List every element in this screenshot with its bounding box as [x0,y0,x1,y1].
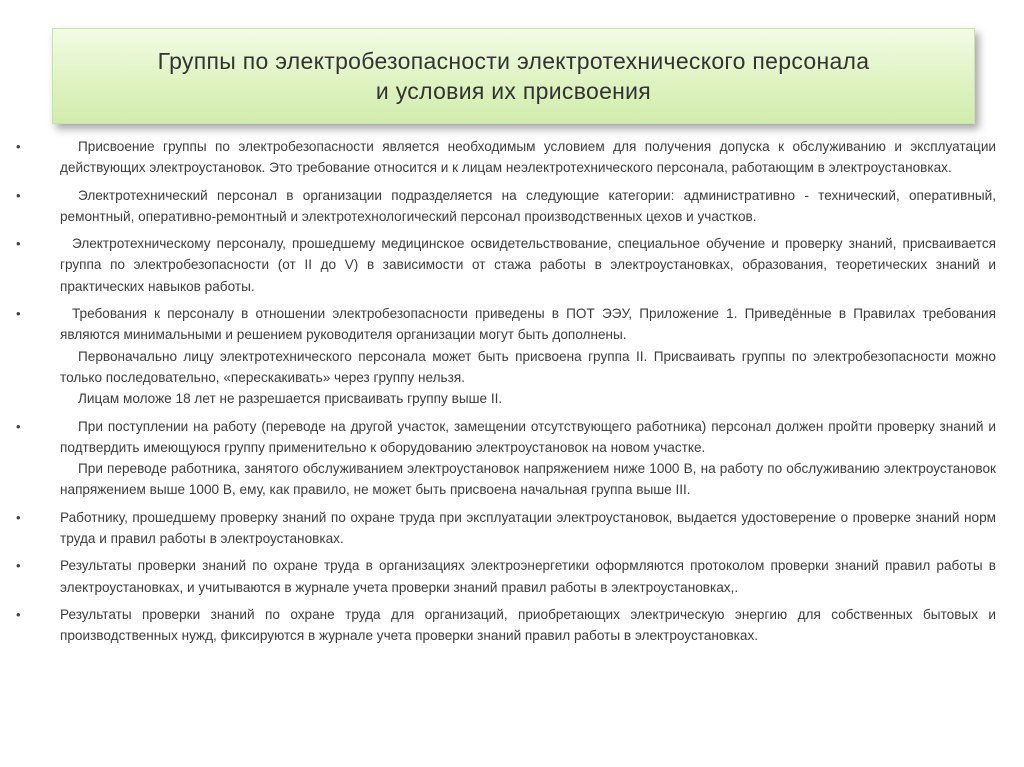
list-item [16,233,996,297]
paragraph: Работнику, прошедшему проверку знаний по охране труда при эксплуатации электроустановок, выдается удостоверение о проверке знаний норм труда и правил работы в электроустановках. [60,509,996,547]
paragraph: Электротехнический персонал в организации подразделяется на следующие категории: административно - технический, оперативный, ремонтный, оперативно-ремонтный и электротехнологический персонал производственных цехов и участков. [60,187,996,224]
list-item [16,604,996,647]
bullet-icon: • [16,509,21,525]
list-item [16,185,996,228]
bullet-icon: • [16,306,21,322]
bullet-icon: • [16,187,21,203]
list-item [16,416,996,501]
bullet-icon: • [16,418,21,434]
paragraph: Результаты проверки знаний по охране труда для организаций, приобретающих электрическую энергию для собственных бытовых и производственных нужд, фиксируются в журнале учета проверки знаний правил работы в электроустановках. [60,606,996,644]
paragraph: При переводе работника, занятого обслуживанием электроустановок напряжением ниже 1000 В, на работу по обслуживанию электроустановок напряжением выше 1000 В, ему, как правило, не может быть присвоена начальная группа выше III. [60,461,996,498]
paragraph: Электротехническому персоналу, прошедшему медицинское освидетельствование, специальное обучение и проверку знаний, присваивается группа по электробезопасности (от II до V) в зависимости от стажа работы в электроустановках, образования, теоретических знаний и практических навыков работы. [60,236,996,294]
list-item [16,555,996,598]
bullet-list [16,136,996,653]
list-item [16,303,996,409]
bullet-icon: • [16,139,21,154]
paragraph: Присвоение группы по электробезопасности является необходимым условием для получения допуска к обслуживанию и эксплуатации действующих электроустановок. Это требование относится и к лицам неэлектротехнического персонала, работающим в электроустановках. [60,139,996,176]
paragraph: Результаты проверки знаний по охране труда в организациях электроэнергетики оформляются протоколом проверки знаний правил работы в электроустановках, и учитываются в журнале учета проверки знаний правил работы в электроустановках,. [60,558,996,595]
paragraph: Требования к персоналу в отношении электробезопасности приведены в ПОТ ЭЭУ, Приложение 1. Приведённые в Правилах требования являются минимальными и решением руководителя организации могут быть дополнены. [60,306,996,343]
list-item [16,136,996,179]
list-item [16,507,996,550]
paragraph: Первоначально лицу электротехнического персонала может быть присвоена группа II. Присваивать группы по электробезопасности можно только последовательно, «перескакивать» через группу нельзя. [60,348,996,385]
title-line-1: Группы по электробезопасности электротехнического персонала [157,48,870,74]
bullet-icon: • [16,558,21,574]
title-line-2: и условия их присвоения [375,78,652,104]
bullet-icon: • [16,236,21,252]
bullet-icon: • [16,606,21,622]
paragraph: При поступлении на работу (переводе на другой участок, замещении отсутствующего работника) персонал должен пройти проверку знаний и подтвердить имеющуюся группу применительно к оборудованию электроустановок на новом участке. [60,418,996,455]
paragraph: Лицам моложе 18 лет не разрешается присваивать группу выше II. [78,391,503,407]
title-box [52,28,975,124]
